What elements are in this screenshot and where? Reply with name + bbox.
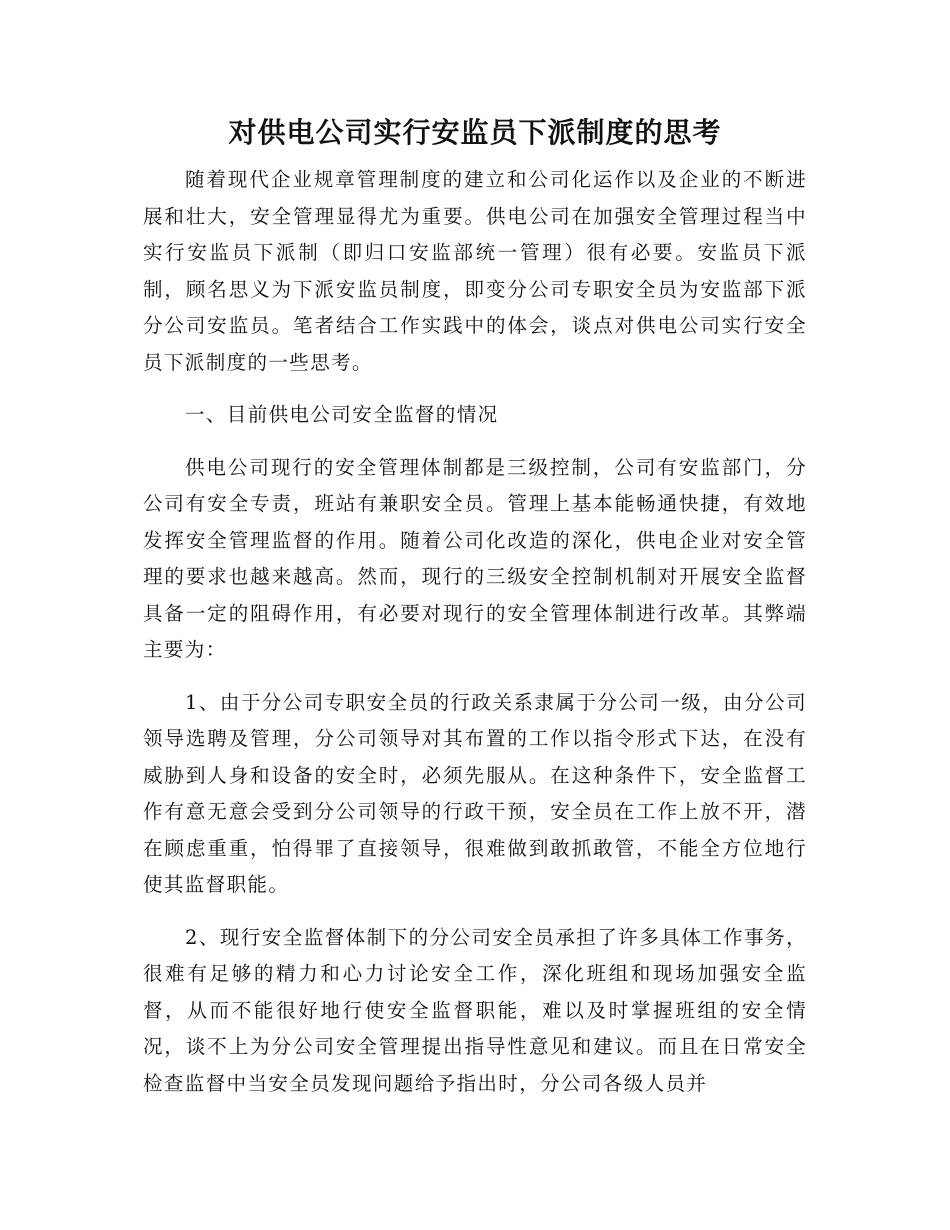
document-body: [143, 162, 807, 1102]
paragraph-intro: 随着现代企业规章管理制度的建立和公司化运作以及企业的不断进展和壮大，安全管理显得尤为重要。供电公司在加强安全管理过程当中实行安监员下派制（即归口安监部统一管理）很有必要。安监员下派制，顾名思义为下派安监员制度，即变分公司专职安全员为安监部下派分公司安监员。笔者结合工作实践中的体会，谈点对供电公司实行安全员下派制度的一些思考。: [143, 168, 807, 374]
paragraph-point-1: 1、由于分公司专职安全员的行政关系隶属于分公司一级，由分公司领导选聘及管理，分公司领导对其布置的工作以指令形式下达，在没有威胁到人身和设备的安全时，必须先服从。在这种条件下，安全监督工作有意无意会受到分公司领导的行政干预，安全员在工作上放不开，潜在顾虑重重，怕得罪了直接领导，很难做到敢抓敢管，不能全方位地行使其监督职能。: [143, 690, 807, 896]
paragraph-point-2: 2、现行安全监督体制下的分公司安全员承担了许多具体工作事务，很难有足够的精力和心力讨论安全工作，深化班组和现场加强安全监督，从而不能很好地行使安全监督职能，难以及时掌握班组的安全情况，谈不上为分公司安全管理提出指导性意见和建议。而且在日常安全检查监督中当安全员发现问题给予指出时，分公司各级人员并: [143, 925, 807, 1095]
document-title: 对供电公司实行安监员下派制度的思考: [228, 116, 722, 149]
section-heading: 一、目前供电公司安全监督的情况: [185, 403, 499, 426]
paragraph-current-situation: 供电公司现行的安全管理体制都是三级控制，公司有安监部门，分公司有安全专责，班站有兼职安全员。管理上基本能畅通快捷，有效地发挥安全管理监督的作用。随着公司化改造的深化，供电企业对安全管理的要求也越来越高。然而，现行的三级安全控制机制对开展安全监督具备一定的阻碍作用，有必要对现行的安全管理体制进行改革。其弊端主要为：: [143, 455, 807, 661]
